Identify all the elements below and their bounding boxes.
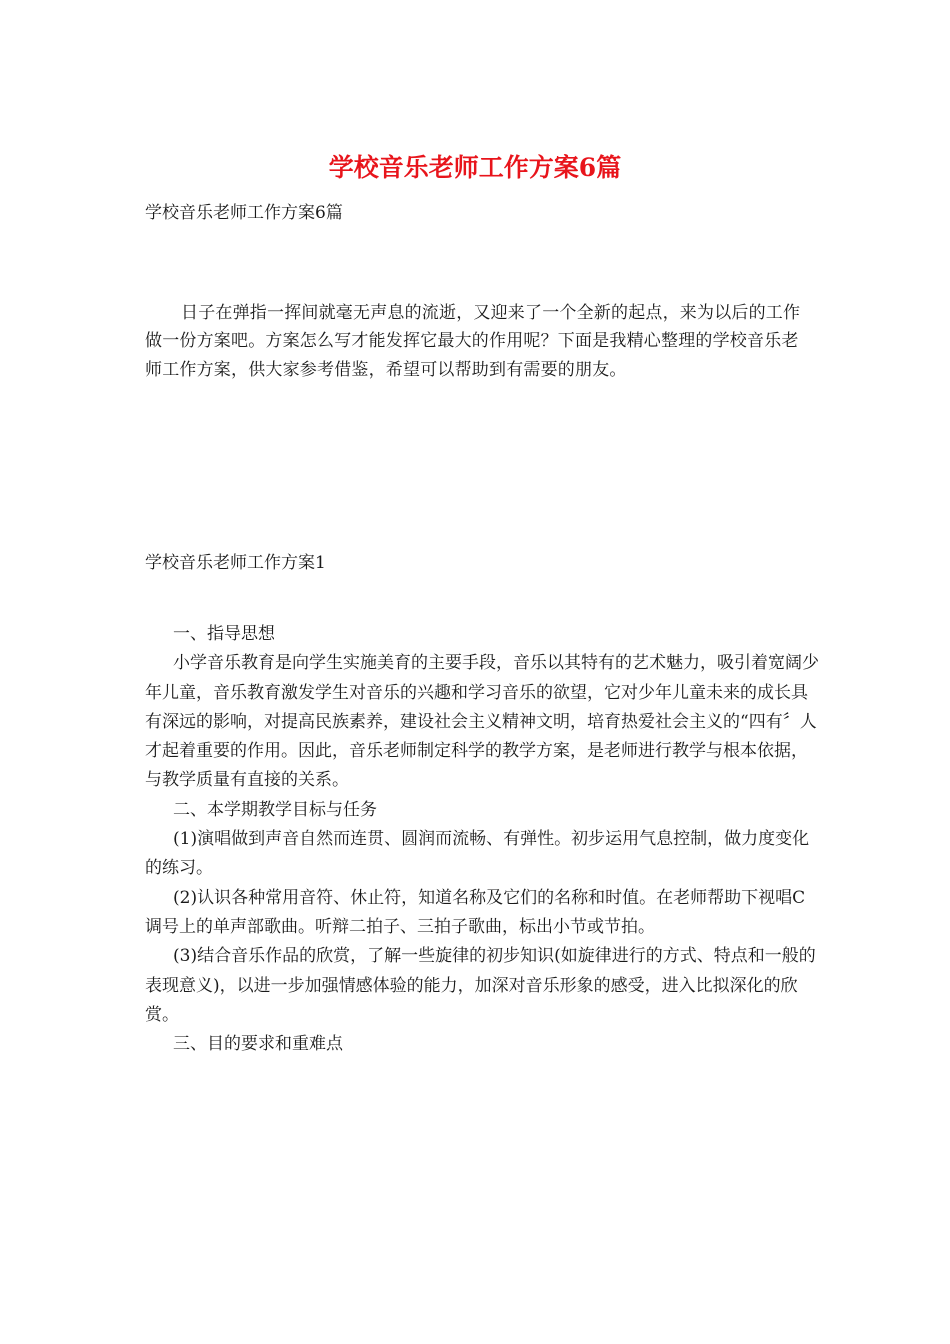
body-paragraph: (1)演唱做到声音自然而连贯、圆润而流畅、有弹性。初步运用气息控制，做力度变化的练习。	[145, 829, 810, 879]
section-heading-goals: 二、本学期教学目标与任务	[173, 799, 377, 820]
intro-paragraph: 日子在弹指一挥间就毫无声息的流逝，又迎来了一个全新的起点，来为以后的工作做一份方案吧。方案怎么写才能发挥它最大的作用呢？下面是我精心整理的学校音乐老师工作方案，供大家参考借鉴，希望可以帮助到有需要的朋友。	[145, 303, 801, 380]
body-paragraph: 小学音乐教育是向学生实施美育的主要手段，音乐以其特有的艺术魅力，吸引着宽阔少年儿童，音乐教育激发学生对音乐的兴趣和学习音乐的欲望，它对少年儿童未来的成长具有深远的影响，对提高民族素养，建设社会主义精神文明，培育热爱社会主义的“四有〞人才起着重要的作用。因此，音乐老师制定科学的教学方案，是老师进行教学与根本依据，与教学质量有直接的关系。	[145, 653, 819, 791]
document-subtitle: 学校音乐老师工作方案6篇	[145, 203, 343, 223]
body-paragraph: (2)认识各种常用音符、休止符，知道名称及它们的名称和时值。在老师帮助下视唱C调号上的单声部歌曲。听辩二拍子、三拍子歌曲，标出小节或节拍。	[145, 887, 806, 937]
body-paragraph: (3)结合音乐作品的欣赏，了解一些旋律的初步知识(如旋律进行的方式、特点和一般的表现意义)，以进一步加强情感体验的能力，加深对音乐形象的感受，进入比拟深化的欣赏。	[145, 946, 816, 1025]
section-heading-requirements: 三、目的要求和重难点	[173, 1034, 343, 1055]
section-heading-guiding-thought: 一、指导思想	[173, 624, 275, 644]
plan1-body	[145, 620, 820, 1059]
document-title: 学校音乐老师工作方案6篇	[328, 153, 622, 182]
plan1-heading: 学校音乐老师工作方案1	[145, 553, 326, 573]
